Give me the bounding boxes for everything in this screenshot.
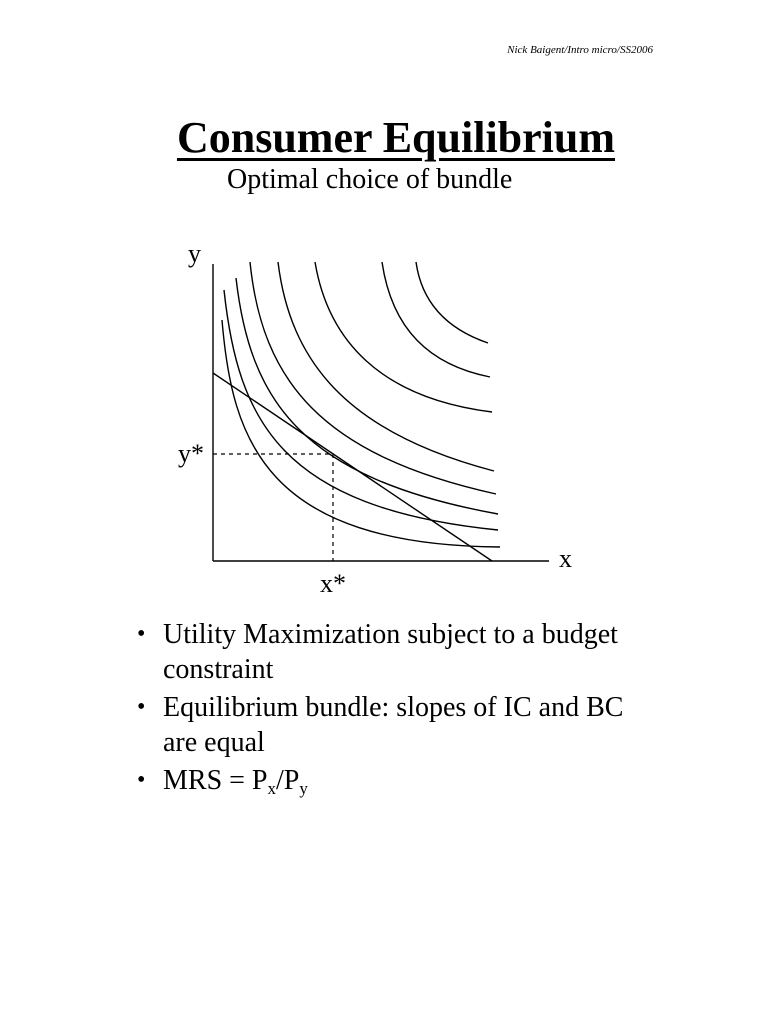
bullet-icon: • <box>137 767 146 793</box>
page-header-attribution: Nick Baigent/Intro micro/SS2006 <box>507 44 653 56</box>
budget-constraint-line <box>213 373 492 561</box>
mrs-sub-y: y <box>299 779 308 798</box>
y-star-label: y* <box>178 439 204 468</box>
indifference-curve-7 <box>382 262 490 377</box>
indifference-curve-4 <box>250 262 496 494</box>
page-subtitle: Optimal choice of bundle <box>227 164 513 195</box>
bullet-item-mrs <box>137 763 657 798</box>
bullet-list <box>137 617 657 801</box>
indifference-curves <box>222 262 500 547</box>
bullet-text: Equilibrium bundle: slopes of IC and BC are equal <box>163 692 624 758</box>
indifference-curve-8 <box>416 262 488 343</box>
indifference-curve-3 <box>236 278 498 514</box>
bullet-text: Utility Maximization subject to a budget constraint <box>163 619 618 685</box>
bullet-icon: • <box>137 694 146 720</box>
y-axis-label: y <box>188 239 201 268</box>
page-title: Consumer Equilibrium <box>176 113 616 162</box>
bullet-item-utility-maximization <box>137 617 657 687</box>
mrs-prefix: MRS = P <box>163 765 268 796</box>
mrs-mid: /P <box>276 765 300 796</box>
bullet-item-equilibrium-bundle <box>137 690 657 760</box>
bullet-icon: • <box>137 621 146 647</box>
mrs-sub-x: x <box>267 779 277 798</box>
indifference-curve-2 <box>224 290 498 530</box>
x-axis-label: x <box>559 544 572 573</box>
indifference-curve-1 <box>222 320 500 547</box>
indifference-curve-6 <box>315 262 492 412</box>
x-star-label: x* <box>320 569 346 598</box>
